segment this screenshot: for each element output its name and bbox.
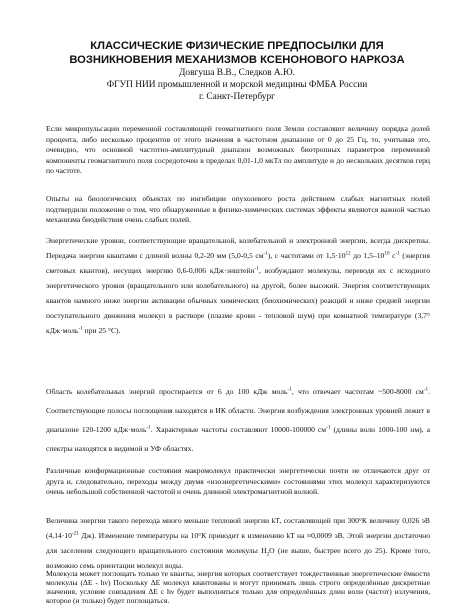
document-title-line-2: ВОЗНИКНОВЕНИЯ МЕХАНИЗМОВ КСЕНОНОВОГО НАРКОЗА xyxy=(69,54,405,66)
paragraph-transition-energy: Величина энергии такого перехода много меньше тепловой энергии kT, составляющей при 300°К величину 0,026 эВ ($4,14\cdot 10^{-21}$ Дж). Изменение температуры на 10°К приводит к изменению kT на ≈0,0009 эВ. Этой энергии достаточно для заселения следующего вращательного состояния молекулы $H_2O$ (не выше, быстрее всего до 25). Кроме того, возможно семь ориентации молекул воды. xyxy=(46,516,430,570)
paragraph-geomagnetic: Если микропульсации переменной составляющей геомагнитного поля Земли составляют величину порядка долей процента, либо несколько процентов от этого значения в частотном диапазоне от 0 до 25 Гц, то, учитывая это, очевидно, что основной частотно-амплитудный диапазон возможных биотропных параметров переменной компоненты геомагнитного поля сосредоточен в пределах 0,01-1,0 мкТл по амплитуде и до нескольких десятков герц по частоте. xyxy=(46,124,430,176)
institution: ФГУП НИИ промышленной и морской медицины ФМБА России xyxy=(106,80,368,90)
city: г. Санкт-Петербург xyxy=(198,92,276,102)
paragraph-vibrational-energies: Область колебательных энергий простирается от 6 до 100 кДж моль$^{-1}$, что отвечает частотам ~500-8000 $см^{-1}$. Соответствующие полосы поглощения находятся в ИК области. Энергия возбуждения электронных уровней лежит в диапазоне 120-1200 кДж·моль$^{-1}$. Характерные частоты составляют 10000-100000 $см^{-1}$ (длины волн 1000-100 нм), а спектры находятся в видимой и УФ областях. xyxy=(46,386,431,453)
paragraph-quantum-absorption: Молекула может поглощать только те кванты, энергия которых соответствует тождественные энергетические ёмкости молекулы (ΔE - hν) Поскольку ΔE молекул квантованы и могут принимать лишь строго определённые дискретные значения, условие совпадения ΔE с hν будет выполняться только для определённых длин волн (частот) излучения, которое (и только) будет поглощаться. xyxy=(46,569,430,605)
paragraph-conformational-states: Различные конформационные состояния макромолекул практически энергетически почти не отличаются друг от друга и, следовательно, переходы между двумя «изоэнергетическими» состояниями этих молекул характеризуются очень небольшой собственной частотой и очень длинной электромагнитной волной. xyxy=(46,466,430,497)
document-title-line-1: КЛАССИЧЕСКИЕ ФИЗИЧЕСКИЕ ПРЕДПОСЫЛКИ ДЛЯ xyxy=(90,40,384,52)
authors: Довгуша В.В., Следков А.Ю. xyxy=(178,68,295,78)
paragraph-energy-levels: Энергетические уровни, соответствующие вращательной, колебательной и электронной энергии, всегда дискретны. Передача энергии квантами с длиной волны 0,2-20 мм (5,0-0,5 $см^{-1}$), с частотами от $1,5\cdot 10^{12}$ до $1,5-10^{10}$ $с^{-1}$ (энергия световых квантов), несущих энергию 0,6-0,006 кДж·энштейн$^{-1}$, возбуждают молекулы, переводя их с исходного энергетического уровня (вращательного или колебательного) на другой, более высокий. Энергия соответствующих квантов намного ниже энергии активации обычных химических (биохимических) реакций и ниже средней энергии поступательного движения молекул в растворе (плазме крови - тепловой шум) при комнатной температуре (3,7° кДж·моль$^{-1}$ при 25 °С). xyxy=(46,236,430,335)
paragraph-biological-experiments: Опыты на биологических объектах по ингибиции опухолевого роста действием слабых магнитных полей подтвердили положение о том, что обнаруженные в физико-химических системах эффекты являются важной частью механизма биодействия очень слабых полей. xyxy=(46,194,430,225)
